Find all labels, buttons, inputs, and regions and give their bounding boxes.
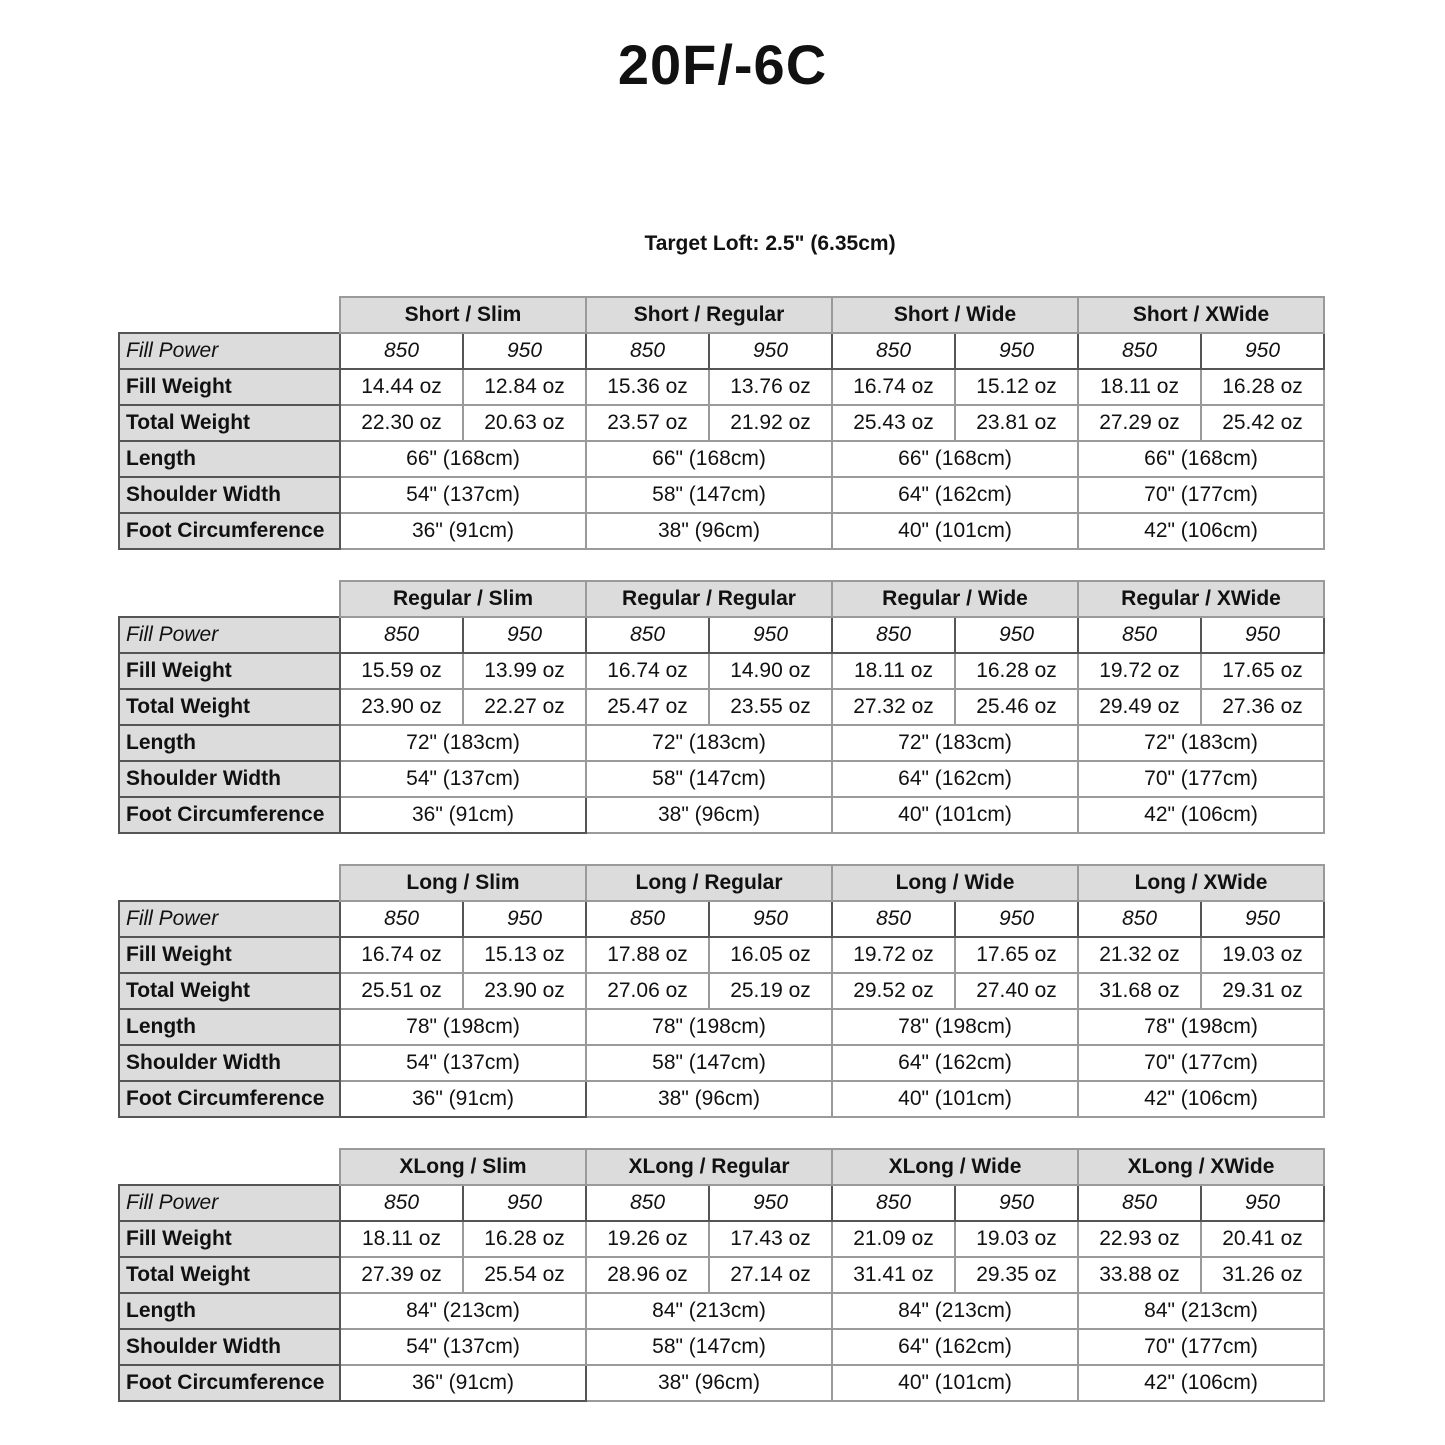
shoulder-width-cell: 54" (137cm) (340, 761, 586, 797)
fill-power-cell: 850 (832, 333, 955, 369)
total-weight-cell: 29.31 oz (1201, 973, 1324, 1009)
length-cell: 78" (198cm) (832, 1009, 1078, 1045)
fill-weight-cell: 16.74 oz (586, 653, 709, 689)
fill-weight-cell: 17.65 oz (1201, 653, 1324, 689)
spec-table (118, 296, 1325, 550)
fill-weight-cell: 15.59 oz (340, 653, 463, 689)
total-weight-cell: 20.63 oz (463, 405, 586, 441)
fill-power-cell: 850 (1078, 617, 1201, 653)
row-label-foot-circumference: Foot Circumference (119, 797, 340, 833)
fill-weight-cell: 17.65 oz (955, 937, 1078, 973)
fill-weight-cell: 20.41 oz (1201, 1221, 1324, 1257)
shoulder-width-cell: 64" (162cm) (832, 1045, 1078, 1081)
shoulder-width-cell: 54" (137cm) (340, 477, 586, 513)
fill-power-cell: 850 (1078, 1185, 1201, 1221)
size-group-header: XLong / XWide (1078, 1149, 1324, 1185)
foot-circumference-cell: 40" (101cm) (832, 1081, 1078, 1117)
fill-weight-cell: 12.84 oz (463, 369, 586, 405)
fill-power-cell: 850 (340, 617, 463, 653)
row-label-foot-circumference: Foot Circumference (119, 513, 340, 549)
row-label-fill-power: Fill Power (119, 333, 340, 369)
total-weight-cell: 27.40 oz (955, 973, 1078, 1009)
shoulder-width-cell: 58" (147cm) (586, 761, 832, 797)
row-label-length: Length (119, 1009, 340, 1045)
group-header-row (119, 581, 1324, 617)
fill-power-cell: 950 (1201, 1185, 1324, 1221)
fill-weight-cell: 16.74 oz (832, 369, 955, 405)
fill-power-cell: 850 (340, 333, 463, 369)
fill-weight-cell: 19.03 oz (955, 1221, 1078, 1257)
length-cell: 66" (168cm) (340, 441, 586, 477)
row-label-foot-circumference: Foot Circumference (119, 1365, 340, 1401)
total-weight-cell: 29.35 oz (955, 1257, 1078, 1293)
total-weight-row (119, 1257, 1324, 1293)
shoulder-width-cell: 64" (162cm) (832, 477, 1078, 513)
shoulder-width-cell: 70" (177cm) (1078, 477, 1324, 513)
total-weight-cell: 23.57 oz (586, 405, 709, 441)
fill-weight-cell: 14.44 oz (340, 369, 463, 405)
foot-circumference-cell: 36" (91cm) (340, 1365, 586, 1401)
shoulder-width-cell: 64" (162cm) (832, 1329, 1078, 1365)
fill-weight-cell: 19.03 oz (1201, 937, 1324, 973)
shoulder-width-row (119, 1329, 1324, 1365)
shoulder-width-cell: 58" (147cm) (586, 1329, 832, 1365)
row-label-length: Length (119, 1293, 340, 1329)
row-label-fill-weight: Fill Weight (119, 1221, 340, 1257)
length-cell: 66" (168cm) (586, 441, 832, 477)
foot-circumference-cell: 38" (96cm) (586, 513, 832, 549)
row-label-foot-circumference: Foot Circumference (119, 1081, 340, 1117)
fill-weight-cell: 19.26 oz (586, 1221, 709, 1257)
header-corner (119, 297, 340, 333)
foot-circumference-cell: 42" (106cm) (1078, 797, 1324, 833)
fill-power-cell: 850 (832, 901, 955, 937)
fill-power-cell: 850 (1078, 901, 1201, 937)
length-cell: 66" (168cm) (1078, 441, 1324, 477)
foot-circumference-row (119, 513, 1324, 549)
fill-power-cell: 850 (340, 1185, 463, 1221)
group-header-row (119, 297, 1324, 333)
fill-power-cell: 950 (463, 901, 586, 937)
fill-weight-row (119, 1221, 1324, 1257)
shoulder-width-cell: 70" (177cm) (1078, 1329, 1324, 1365)
foot-circumference-cell: 42" (106cm) (1078, 1081, 1324, 1117)
fill-weight-cell: 14.90 oz (709, 653, 832, 689)
size-group-header: Regular / XWide (1078, 581, 1324, 617)
total-weight-row (119, 405, 1324, 441)
total-weight-cell: 29.49 oz (1078, 689, 1201, 725)
length-cell: 78" (198cm) (1078, 1009, 1324, 1045)
row-label-total-weight: Total Weight (119, 689, 340, 725)
fill-weight-cell: 13.99 oz (463, 653, 586, 689)
total-weight-cell: 25.19 oz (709, 973, 832, 1009)
fill-power-cell: 950 (955, 617, 1078, 653)
length-cell: 84" (213cm) (340, 1293, 586, 1329)
row-label-shoulder-width: Shoulder Width (119, 1329, 340, 1365)
row-label-fill-power: Fill Power (119, 617, 340, 653)
fill-weight-cell: 17.43 oz (709, 1221, 832, 1257)
foot-circumference-cell: 38" (96cm) (586, 1365, 832, 1401)
fill-power-cell: 850 (586, 1185, 709, 1221)
fill-weight-row (119, 369, 1324, 405)
fill-weight-row (119, 937, 1324, 973)
foot-circumference-cell: 40" (101cm) (832, 1365, 1078, 1401)
total-weight-row (119, 689, 1324, 725)
spec-table (118, 580, 1325, 834)
size-group-header: Regular / Wide (832, 581, 1078, 617)
total-weight-cell: 25.46 oz (955, 689, 1078, 725)
foot-circumference-cell: 42" (106cm) (1078, 513, 1324, 549)
total-weight-cell: 25.51 oz (340, 973, 463, 1009)
length-cell: 72" (183cm) (340, 725, 586, 761)
row-label-fill-power: Fill Power (119, 901, 340, 937)
fill-weight-cell: 15.13 oz (463, 937, 586, 973)
fill-weight-cell: 16.28 oz (463, 1221, 586, 1257)
fill-weight-cell: 18.11 oz (340, 1221, 463, 1257)
fill-power-row (119, 901, 1324, 937)
foot-circumference-cell: 36" (91cm) (340, 1081, 586, 1117)
length-cell: 72" (183cm) (832, 725, 1078, 761)
fill-power-cell: 950 (955, 901, 1078, 937)
fill-power-cell: 950 (709, 617, 832, 653)
fill-power-cell: 950 (709, 333, 832, 369)
total-weight-cell: 27.29 oz (1078, 405, 1201, 441)
fill-power-cell: 850 (586, 901, 709, 937)
row-label-fill-weight: Fill Weight (119, 937, 340, 973)
total-weight-cell: 23.55 oz (709, 689, 832, 725)
length-cell: 66" (168cm) (832, 441, 1078, 477)
size-group-header: Short / Wide (832, 297, 1078, 333)
fill-power-cell: 850 (586, 333, 709, 369)
shoulder-width-cell: 54" (137cm) (340, 1045, 586, 1081)
fill-weight-cell: 19.72 oz (832, 937, 955, 973)
row-label-shoulder-width: Shoulder Width (119, 1045, 340, 1081)
fill-power-cell: 850 (832, 617, 955, 653)
fill-power-cell: 950 (709, 1185, 832, 1221)
fill-power-row (119, 333, 1324, 369)
shoulder-width-cell: 70" (177cm) (1078, 761, 1324, 797)
row-label-total-weight: Total Weight (119, 973, 340, 1009)
fill-power-row (119, 1185, 1324, 1221)
fill-weight-cell: 15.36 oz (586, 369, 709, 405)
row-label-length: Length (119, 441, 340, 477)
row-label-fill-weight: Fill Weight (119, 369, 340, 405)
spec-table (118, 864, 1325, 1118)
size-group-header: Regular / Slim (340, 581, 586, 617)
fill-power-cell: 950 (955, 333, 1078, 369)
fill-power-cell: 950 (1201, 901, 1324, 937)
foot-circumference-cell: 38" (96cm) (586, 1081, 832, 1117)
total-weight-cell: 23.81 oz (955, 405, 1078, 441)
fill-weight-cell: 16.28 oz (1201, 369, 1324, 405)
fill-power-cell: 950 (463, 333, 586, 369)
fill-weight-cell: 19.72 oz (1078, 653, 1201, 689)
size-group-header: Long / Slim (340, 865, 586, 901)
fill-power-cell: 950 (1201, 333, 1324, 369)
shoulder-width-cell: 58" (147cm) (586, 477, 832, 513)
fill-weight-cell: 18.11 oz (1078, 369, 1201, 405)
fill-weight-cell: 22.93 oz (1078, 1221, 1201, 1257)
total-weight-cell: 22.27 oz (463, 689, 586, 725)
total-weight-cell: 33.88 oz (1078, 1257, 1201, 1293)
fill-weight-cell: 18.11 oz (832, 653, 955, 689)
fill-power-cell: 850 (1078, 333, 1201, 369)
fill-weight-cell: 21.32 oz (1078, 937, 1201, 973)
total-weight-cell: 31.68 oz (1078, 973, 1201, 1009)
fill-power-cell: 850 (340, 901, 463, 937)
fill-weight-cell: 16.74 oz (340, 937, 463, 973)
fill-power-cell: 950 (709, 901, 832, 937)
group-header-row (119, 865, 1324, 901)
length-cell: 84" (213cm) (586, 1293, 832, 1329)
size-group-header: Long / XWide (1078, 865, 1324, 901)
row-label-shoulder-width: Shoulder Width (119, 761, 340, 797)
total-weight-cell: 21.92 oz (709, 405, 832, 441)
header-corner (119, 865, 340, 901)
row-label-total-weight: Total Weight (119, 1257, 340, 1293)
foot-circumference-cell: 40" (101cm) (832, 797, 1078, 833)
header-corner (119, 581, 340, 617)
size-group-header: Short / Slim (340, 297, 586, 333)
length-cell: 78" (198cm) (340, 1009, 586, 1045)
total-weight-cell: 25.42 oz (1201, 405, 1324, 441)
spec-table (118, 1148, 1325, 1402)
fill-weight-row (119, 653, 1324, 689)
length-row (119, 441, 1324, 477)
fill-power-cell: 850 (832, 1185, 955, 1221)
fill-power-cell: 950 (463, 617, 586, 653)
group-header-row (119, 1149, 1324, 1185)
length-cell: 72" (183cm) (1078, 725, 1324, 761)
length-row (119, 1009, 1324, 1045)
total-weight-cell: 31.41 oz (832, 1257, 955, 1293)
fill-weight-cell: 21.09 oz (832, 1221, 955, 1257)
foot-circumference-row (119, 1081, 1324, 1117)
total-weight-cell: 27.36 oz (1201, 689, 1324, 725)
size-group-header: Long / Wide (832, 865, 1078, 901)
shoulder-width-row (119, 477, 1324, 513)
foot-circumference-cell: 40" (101cm) (832, 513, 1078, 549)
fill-weight-cell: 17.88 oz (586, 937, 709, 973)
fill-power-cell: 950 (955, 1185, 1078, 1221)
foot-circumference-cell: 42" (106cm) (1078, 1365, 1324, 1401)
foot-circumference-cell: 36" (91cm) (340, 797, 586, 833)
foot-circumference-cell: 36" (91cm) (340, 513, 586, 549)
total-weight-cell: 28.96 oz (586, 1257, 709, 1293)
row-label-fill-weight: Fill Weight (119, 653, 340, 689)
total-weight-cell: 23.90 oz (340, 689, 463, 725)
total-weight-cell: 25.54 oz (463, 1257, 586, 1293)
foot-circumference-row (119, 797, 1324, 833)
total-weight-cell: 29.52 oz (832, 973, 955, 1009)
size-group-header: Long / Regular (586, 865, 832, 901)
row-label-length: Length (119, 725, 340, 761)
length-row (119, 725, 1324, 761)
total-weight-cell: 25.43 oz (832, 405, 955, 441)
length-cell: 72" (183cm) (586, 725, 832, 761)
length-cell: 84" (213cm) (832, 1293, 1078, 1329)
fill-power-cell: 950 (463, 1185, 586, 1221)
total-weight-cell: 23.90 oz (463, 973, 586, 1009)
header-corner (119, 1149, 340, 1185)
page-title: 20F/-6C (617, 33, 828, 96)
fill-power-cell: 850 (586, 617, 709, 653)
size-group-header: Short / Regular (586, 297, 832, 333)
size-group-header: Regular / Regular (586, 581, 832, 617)
shoulder-width-row (119, 761, 1324, 797)
size-group-header: XLong / Regular (586, 1149, 832, 1185)
foot-circumference-row (119, 1365, 1324, 1401)
shoulder-width-row (119, 1045, 1324, 1081)
size-group-header: XLong / Wide (832, 1149, 1078, 1185)
shoulder-width-cell: 70" (177cm) (1078, 1045, 1324, 1081)
fill-weight-cell: 15.12 oz (955, 369, 1078, 405)
total-weight-cell: 25.47 oz (586, 689, 709, 725)
total-weight-row (119, 973, 1324, 1009)
fill-weight-cell: 16.28 oz (955, 653, 1078, 689)
target-loft-subtitle: Target Loft: 2.5" (6.35cm) (644, 232, 896, 255)
foot-circumference-cell: 38" (96cm) (586, 797, 832, 833)
total-weight-cell: 27.14 oz (709, 1257, 832, 1293)
row-label-total-weight: Total Weight (119, 405, 340, 441)
length-cell: 78" (198cm) (586, 1009, 832, 1045)
size-group-header: XLong / Slim (340, 1149, 586, 1185)
shoulder-width-cell: 58" (147cm) (586, 1045, 832, 1081)
total-weight-cell: 31.26 oz (1201, 1257, 1324, 1293)
total-weight-cell: 27.32 oz (832, 689, 955, 725)
fill-weight-cell: 16.05 oz (709, 937, 832, 973)
length-cell: 84" (213cm) (1078, 1293, 1324, 1329)
size-group-header: Short / XWide (1078, 297, 1324, 333)
total-weight-cell: 27.06 oz (586, 973, 709, 1009)
fill-power-row (119, 617, 1324, 653)
shoulder-width-cell: 54" (137cm) (340, 1329, 586, 1365)
row-label-fill-power: Fill Power (119, 1185, 340, 1221)
total-weight-cell: 22.30 oz (340, 405, 463, 441)
length-row (119, 1293, 1324, 1329)
row-label-shoulder-width: Shoulder Width (119, 477, 340, 513)
total-weight-cell: 27.39 oz (340, 1257, 463, 1293)
fill-power-cell: 950 (1201, 617, 1324, 653)
shoulder-width-cell: 64" (162cm) (832, 761, 1078, 797)
fill-weight-cell: 13.76 oz (709, 369, 832, 405)
